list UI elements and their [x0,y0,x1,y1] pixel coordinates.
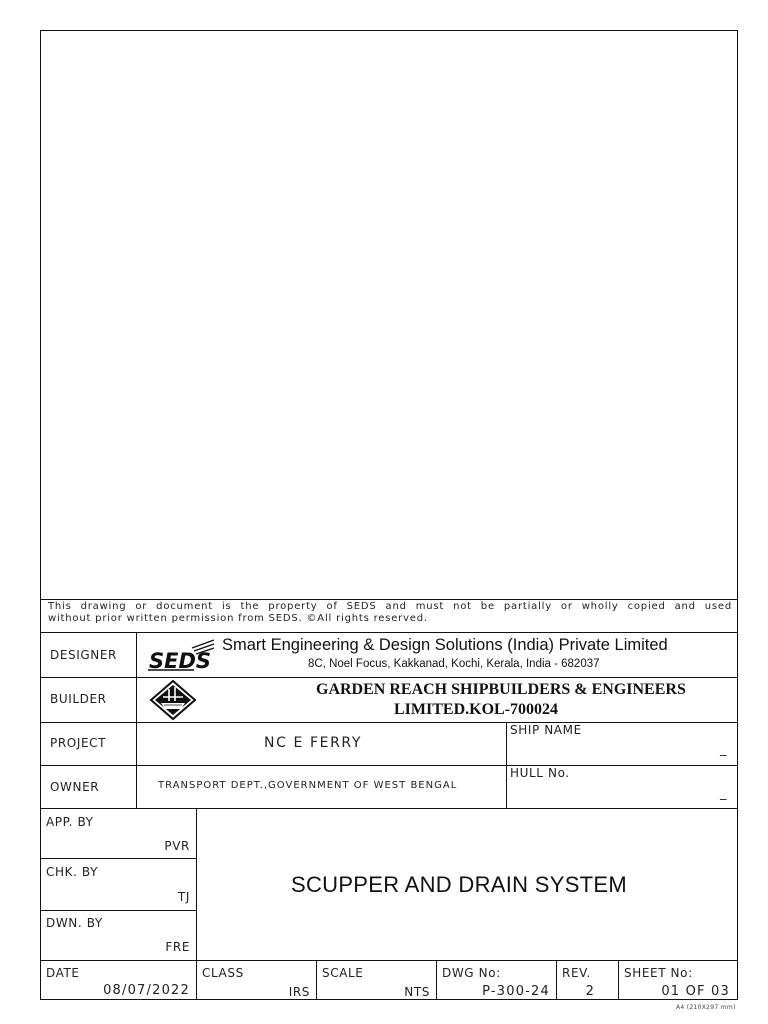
class-label: CLASS [202,966,244,980]
hull-no-label: HULL No. [510,766,570,780]
dwg-no-label: DWG No: [442,966,501,980]
notice-bottom-line [40,632,738,633]
footer-divider-3 [556,960,557,1000]
drawing-title: SCUPPER AND DRAIN SYSTEM [290,872,628,897]
copyright-notice-line-2: without prior written permission from SEDS. ©All rights reserved. [48,613,428,624]
app-by-bottom-line [40,858,196,859]
ship-name-label: SHIP NAME [510,723,582,737]
chk-by-value: TJ [177,890,190,904]
seds-logo [148,638,218,672]
project-row-bottom-line [40,765,738,766]
builder-row-bottom-line [40,722,738,723]
seds-logo-text: SEDS [149,649,212,672]
drawing-area-bottom-line [40,599,738,600]
project-label: PROJECT [50,736,107,750]
project-value: NC E FERRY [264,735,363,751]
drawing-frame [40,30,738,1000]
rev-value: 2 [585,984,595,999]
class-value: IRS [288,985,310,999]
chk-by-label: CHK. BY [46,865,99,879]
designer-company-name: Smart Engineering & Design Solutions (India) Private Limited [222,636,668,654]
title-row-bottom-line [40,960,738,961]
approval-column-line [196,808,197,1000]
designer-row-bottom-line [40,677,738,678]
paper-size-note: A4 (210X297 mm) [676,1004,736,1011]
owner-label: OWNER [50,780,100,794]
app-by-label: APP. BY [46,815,94,829]
dwn-by-value: FRE [165,940,190,954]
footer-divider-2 [436,960,437,1000]
footer-divider-4 [618,960,619,1000]
date-label: DATE [46,966,80,980]
owner-row-bottom-line [40,808,738,809]
grse-logo [147,679,199,721]
date-value: 08/07/2022 [103,983,190,998]
hull-no-value: _ [720,786,728,801]
scale-value: NTS [404,985,430,999]
ship-name-value: _ [720,742,728,757]
ship-hull-column-line [506,722,507,808]
dwg-no-value: P-300-24 [482,984,550,999]
builder-name-line-2: LIMITED.KOL-700024 [394,701,559,718]
builder-name-line-1: GARDEN REACH SHIPBUILDERS & ENGINEERS [316,681,686,698]
copyright-notice-line-1: This drawing or document is the property of SEDS and must not be partially or wholly copied and used [48,601,732,612]
scale-label: SCALE [322,966,364,980]
rev-label: REV. [562,966,591,980]
footer-divider-1 [316,960,317,1000]
label-column-line [136,632,137,808]
sheet-no-label: SHEET No: [624,966,693,980]
sheet-no-value: 01 OF 03 [661,984,730,999]
designer-label: DESIGNER [50,648,117,662]
chk-by-bottom-line [40,910,196,911]
designer-company-address: 8C, Noel Focus, Kakkanad, Kochi, Kerala, India - 682037 [308,658,600,670]
builder-label: BUILDER [50,692,107,706]
app-by-value: PVR [164,839,190,853]
owner-value: TRANSPORT DEPT.,GOVERNMENT OF WEST BENGAL [158,780,458,791]
dwn-by-label: DWN. BY [46,916,103,930]
